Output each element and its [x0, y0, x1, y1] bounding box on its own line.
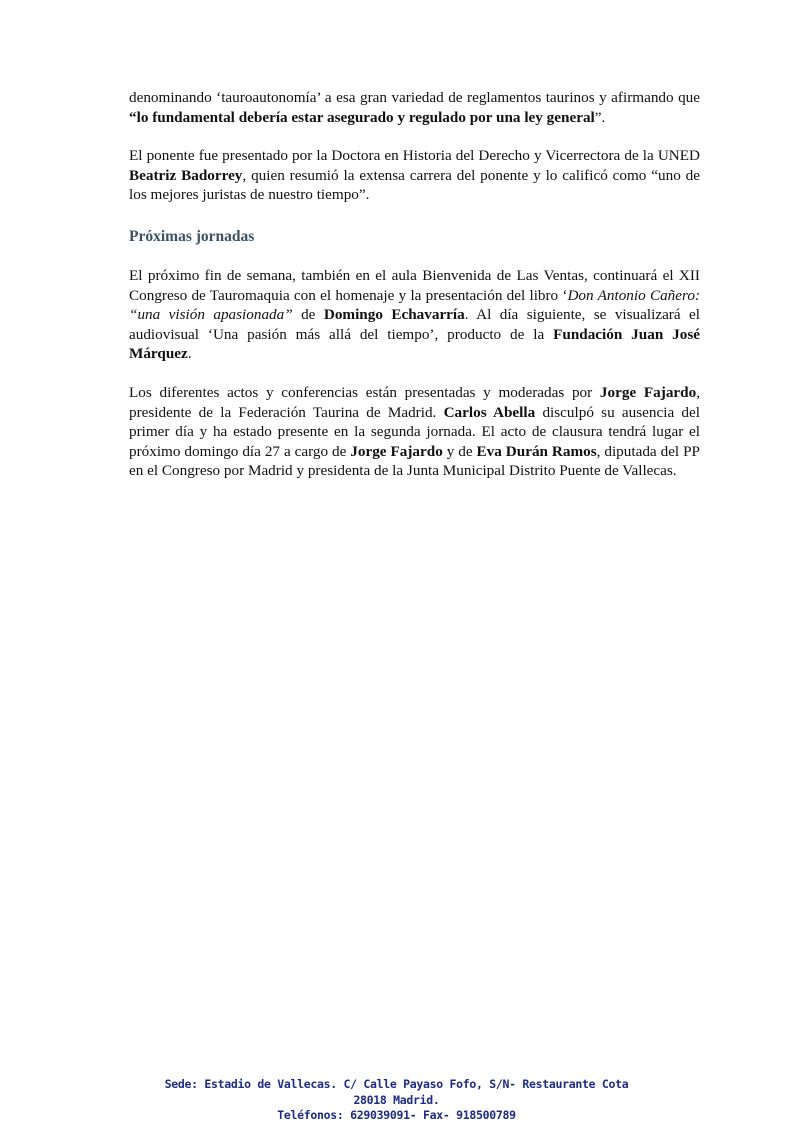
bold-name: Carlos Abella [443, 403, 536, 421]
text-span: y de [442, 442, 477, 460]
text-span: disculpó su ausencia del primer día y ha estado presente en la segunda jornada. El acto de clausura tendrá lugar el próximo domingo día 27 a cargo de [129, 403, 700, 460]
paragraph-proximo-fin-de-semana [129, 266, 700, 364]
text-span: de [292, 306, 324, 324]
bold-name: Eva Durán Ramos [476, 442, 597, 460]
text-span: El próximo fin de semana, también en el aula Bienvenida de Las Ventas, continuará el XII Congreso de Tauromaquia con el homenaje y la presentación del libro ‘ [129, 266, 700, 304]
paragraph-tauroautonomia [129, 88, 700, 127]
document-body [129, 88, 700, 481]
bold-name: Jorge Fajardo [350, 442, 443, 460]
page-footer [0, 1077, 793, 1124]
bold-name: Jorge Fajardo [599, 383, 697, 401]
paragraph-ponente [129, 146, 700, 205]
text-span: , quien resumió la extensa carrera del ponente y lo calificó como “uno de los mejores juristas de nuestro tiempo”. [129, 166, 700, 204]
footer-postal-code: 28018 Madrid. [353, 1092, 440, 1107]
bold-name: Domingo Echavarría [323, 306, 465, 324]
text-span: . Al día siguiente, se visualizará el audiovisual ‘Una pasión más allá del tiempo’, producto de la [129, 306, 700, 343]
text-span: El ponente fue presentado por la Doctora en Historia del Derecho y Vicerrectora de la UNED [129, 147, 700, 165]
text-span: , presidente de la Federación Taurina de Madrid. [129, 383, 700, 421]
footer-address: Sede: Estadio de Vallecas. C/ Calle Payaso Fofo, S/N- Restaurante Cota [164, 1077, 629, 1091]
bold-name: Beatriz Badorrey [129, 166, 243, 184]
text-span: denominando ‘tauroautonomía’ a esa gran variedad de reglamentos taurinos y afirmando que [129, 89, 700, 106]
text-span: , diputada del PP en el Congreso por Madrid y presidenta de la Junta Municipal Distrito Puente de Vallecas. [129, 442, 700, 480]
text-span: . [187, 345, 192, 363]
text-span: Los diferentes actos y conferencias están presentadas y moderadas por [129, 383, 600, 401]
bold-name: Fundación Juan José Márquez [129, 325, 700, 363]
text-span: ”. [594, 108, 606, 126]
footer-phones: Teléfonos: 629039091- Fax- 918500789 [277, 1108, 516, 1122]
paragraph-actos-conferencias [129, 383, 700, 481]
bold-quote: “lo fundamental debería estar asegurado y regulado por una ley general [129, 108, 595, 126]
section-heading: Próximas jornadas [129, 227, 255, 245]
book-title: Don Antonio Cañero: “una visión apasionada” [129, 286, 700, 324]
